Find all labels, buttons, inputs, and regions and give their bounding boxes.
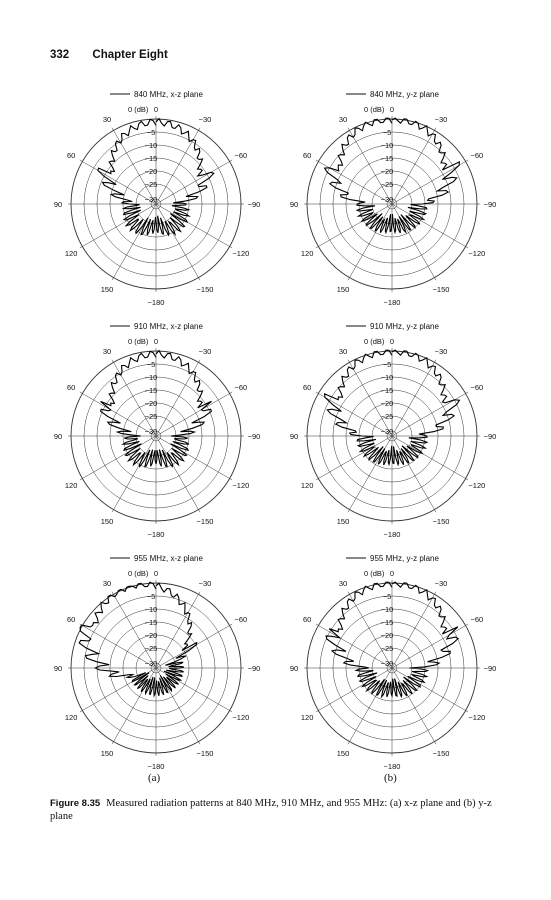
angle-label: −30 (434, 347, 448, 357)
legend-label: 840 MHz, y-z plane (370, 90, 439, 99)
angle-label: −90 (483, 200, 497, 209)
angle-label: −150 (432, 516, 450, 526)
column-label-a: (a) (148, 772, 161, 784)
radial-tick-label: −30 (380, 659, 394, 668)
grid-spoke (112, 204, 156, 280)
legend-label: 910 MHz, x-z plane (134, 322, 203, 331)
angle-label: 0 (153, 569, 159, 578)
radial-tick-label: −5 (146, 592, 156, 601)
angle-label: 90 (289, 664, 299, 673)
radial-tick-label: −30 (380, 195, 394, 204)
angle-label: 0 (153, 337, 159, 346)
figure-number: Figure 8.35 (50, 798, 101, 809)
angle-label: 120 (64, 249, 78, 258)
radial-unit-label: 0 (dB) (128, 337, 149, 346)
radial-tick-label: −20 (380, 167, 394, 176)
grid-spoke (392, 436, 468, 480)
grid-spoke (392, 204, 436, 280)
angle-label: 0 (389, 337, 395, 346)
grid-spoke (112, 592, 156, 668)
radial-tick-label: −20 (380, 631, 394, 640)
angle-label: −120 (232, 481, 250, 490)
angle-label: 60 (66, 151, 76, 160)
grid-spoke (112, 360, 156, 436)
angle-label: −180 (147, 762, 165, 771)
page-number: 332 (50, 49, 70, 61)
radial-tick-label: −15 (380, 154, 394, 163)
angle-label: −90 (247, 200, 261, 209)
angle-label: −120 (232, 713, 250, 722)
radial-tick-label: −15 (380, 386, 394, 395)
radial-tick-label: −25 (380, 180, 394, 189)
angle-label: −150 (432, 748, 450, 758)
angle-label: 30 (338, 579, 348, 589)
grid-spoke (392, 360, 436, 436)
angle-label: 150 (336, 284, 350, 294)
angle-label: −150 (196, 284, 214, 294)
radial-tick-label: −30 (144, 427, 158, 436)
grid-spoke (156, 392, 232, 436)
polar-plot (54, 322, 261, 539)
radial-unit-label: 0 (dB) (364, 569, 385, 578)
angle-label: −90 (483, 432, 497, 441)
grid-spoke (156, 436, 232, 480)
angle-label: 60 (66, 383, 76, 392)
angle-label: −30 (434, 115, 448, 125)
chapter-title: Chapter Eight (92, 49, 168, 61)
angle-label: −60 (470, 151, 484, 160)
angle-label: 30 (102, 115, 112, 125)
angle-label: −120 (468, 481, 486, 490)
angle-label: −180 (383, 530, 401, 539)
angle-label: 60 (302, 151, 312, 160)
grid-spoke (392, 668, 468, 712)
radial-tick-label: −30 (144, 659, 158, 668)
radial-tick-label: −15 (144, 618, 158, 627)
grid-spoke (348, 668, 392, 744)
grid-spoke (156, 204, 232, 248)
pattern-trace (79, 582, 197, 696)
radial-tick-label: −5 (382, 360, 392, 369)
angle-label: 30 (338, 115, 348, 125)
angle-label: 120 (300, 249, 314, 258)
angle-label: 60 (302, 615, 312, 624)
grid-spoke (156, 204, 200, 280)
legend-label: 955 MHz, y-z plane (370, 554, 439, 563)
radial-tick-label: −15 (380, 618, 394, 627)
angle-label: −30 (198, 115, 212, 125)
radial-tick-label: −20 (144, 631, 158, 640)
angle-label: 90 (53, 664, 63, 673)
grid-spoke (348, 436, 392, 512)
grid-spoke (392, 392, 468, 436)
angle-label: −150 (432, 284, 450, 294)
grid-spoke (392, 592, 436, 668)
radial-tick-label: −10 (380, 141, 394, 150)
angle-label: −180 (383, 298, 401, 307)
angle-label: 90 (53, 432, 63, 441)
angle-label: −30 (198, 579, 212, 589)
angle-label: −180 (383, 762, 401, 771)
polar-plot (54, 90, 261, 307)
angle-label: 90 (289, 200, 299, 209)
radial-unit-label: 0 (dB) (128, 105, 149, 114)
angle-label: 150 (100, 284, 114, 294)
angle-label: −60 (234, 615, 248, 624)
angle-label: 150 (336, 516, 350, 526)
angle-label: 120 (300, 481, 314, 490)
legend-label: 955 MHz, x-z plane (134, 554, 203, 563)
angle-label: −60 (234, 383, 248, 392)
grid-spoke (348, 592, 392, 668)
radial-tick-label: −5 (382, 592, 392, 601)
column-label-b: (b) (384, 772, 397, 784)
polar-plot (54, 554, 261, 771)
radial-tick-label: −15 (144, 386, 158, 395)
angle-label: −60 (470, 615, 484, 624)
radial-tick-label: −5 (146, 360, 156, 369)
grid-spoke (348, 128, 392, 204)
radial-tick-label: −5 (146, 128, 156, 137)
angle-label: −150 (196, 516, 214, 526)
angle-label: 150 (100, 516, 114, 526)
polar-plot (290, 322, 497, 539)
angle-label: 150 (100, 748, 114, 758)
angle-label: −120 (468, 249, 486, 258)
angle-label: −60 (470, 383, 484, 392)
angle-label: −120 (468, 713, 486, 722)
angle-label: −60 (234, 151, 248, 160)
radial-unit-label: 0 (dB) (364, 337, 385, 346)
figure-caption (50, 797, 505, 823)
radial-tick-label: −10 (380, 373, 394, 382)
legend-label: 840 MHz, x-z plane (134, 90, 203, 99)
radial-tick-label: −25 (144, 412, 158, 421)
angle-label: 90 (289, 432, 299, 441)
angle-label: 0 (153, 105, 159, 114)
angle-label: 120 (64, 713, 78, 722)
angle-label: −120 (232, 249, 250, 258)
angle-label: −90 (247, 664, 261, 673)
angle-label: 0 (389, 105, 395, 114)
angle-label: 120 (300, 713, 314, 722)
angle-label: −180 (147, 298, 165, 307)
grid-spoke (80, 668, 156, 712)
angle-label: 0 (389, 569, 395, 578)
angle-label: 150 (336, 748, 350, 758)
radial-tick-label: −25 (380, 412, 394, 421)
radial-tick-label: −25 (144, 180, 158, 189)
radial-tick-label: −20 (144, 167, 158, 176)
radial-tick-label: −5 (382, 128, 392, 137)
grid-spoke (80, 436, 156, 480)
polar-plot (290, 90, 497, 307)
angle-label: −30 (198, 347, 212, 357)
polar-plot (290, 554, 497, 771)
radial-tick-label: −30 (380, 427, 394, 436)
radial-tick-label: −25 (144, 644, 158, 653)
radial-tick-label: −20 (144, 399, 158, 408)
radial-unit-label: 0 (dB) (364, 105, 385, 114)
angle-label: 90 (53, 200, 63, 209)
radial-tick-label: −20 (380, 399, 394, 408)
angle-label: 120 (64, 481, 78, 490)
grid-spoke (156, 160, 232, 204)
angle-label: 60 (66, 615, 76, 624)
grid-spoke (348, 360, 392, 436)
figure-caption-text: Measured radiation patterns at 840 MHz, 910 MHz, and 955 MHz: (a) x-z plane and (b) y-z plane (50, 798, 492, 822)
grid-spoke (392, 160, 468, 204)
angle-label: −30 (434, 579, 448, 589)
radial-unit-label: 0 (dB) (128, 569, 149, 578)
angle-label: 30 (338, 347, 348, 357)
radial-tick-label: −10 (380, 605, 394, 614)
radial-tick-label: −10 (144, 605, 158, 614)
angle-label: 30 (102, 347, 112, 357)
radial-tick-label: −25 (380, 644, 394, 653)
angle-label: 30 (102, 579, 112, 589)
angle-label: −90 (247, 432, 261, 441)
angle-label: −150 (196, 748, 214, 758)
angle-label: −90 (483, 664, 497, 673)
radial-tick-label: −15 (144, 154, 158, 163)
grid-spoke (392, 128, 436, 204)
radial-tick-label: −30 (144, 195, 158, 204)
angle-label: −180 (147, 530, 165, 539)
radial-tick-label: −10 (144, 373, 158, 382)
radial-tick-label: −10 (144, 141, 158, 150)
legend-label: 910 MHz, y-z plane (370, 322, 439, 331)
grid-spoke (316, 204, 392, 248)
angle-label: 60 (302, 383, 312, 392)
